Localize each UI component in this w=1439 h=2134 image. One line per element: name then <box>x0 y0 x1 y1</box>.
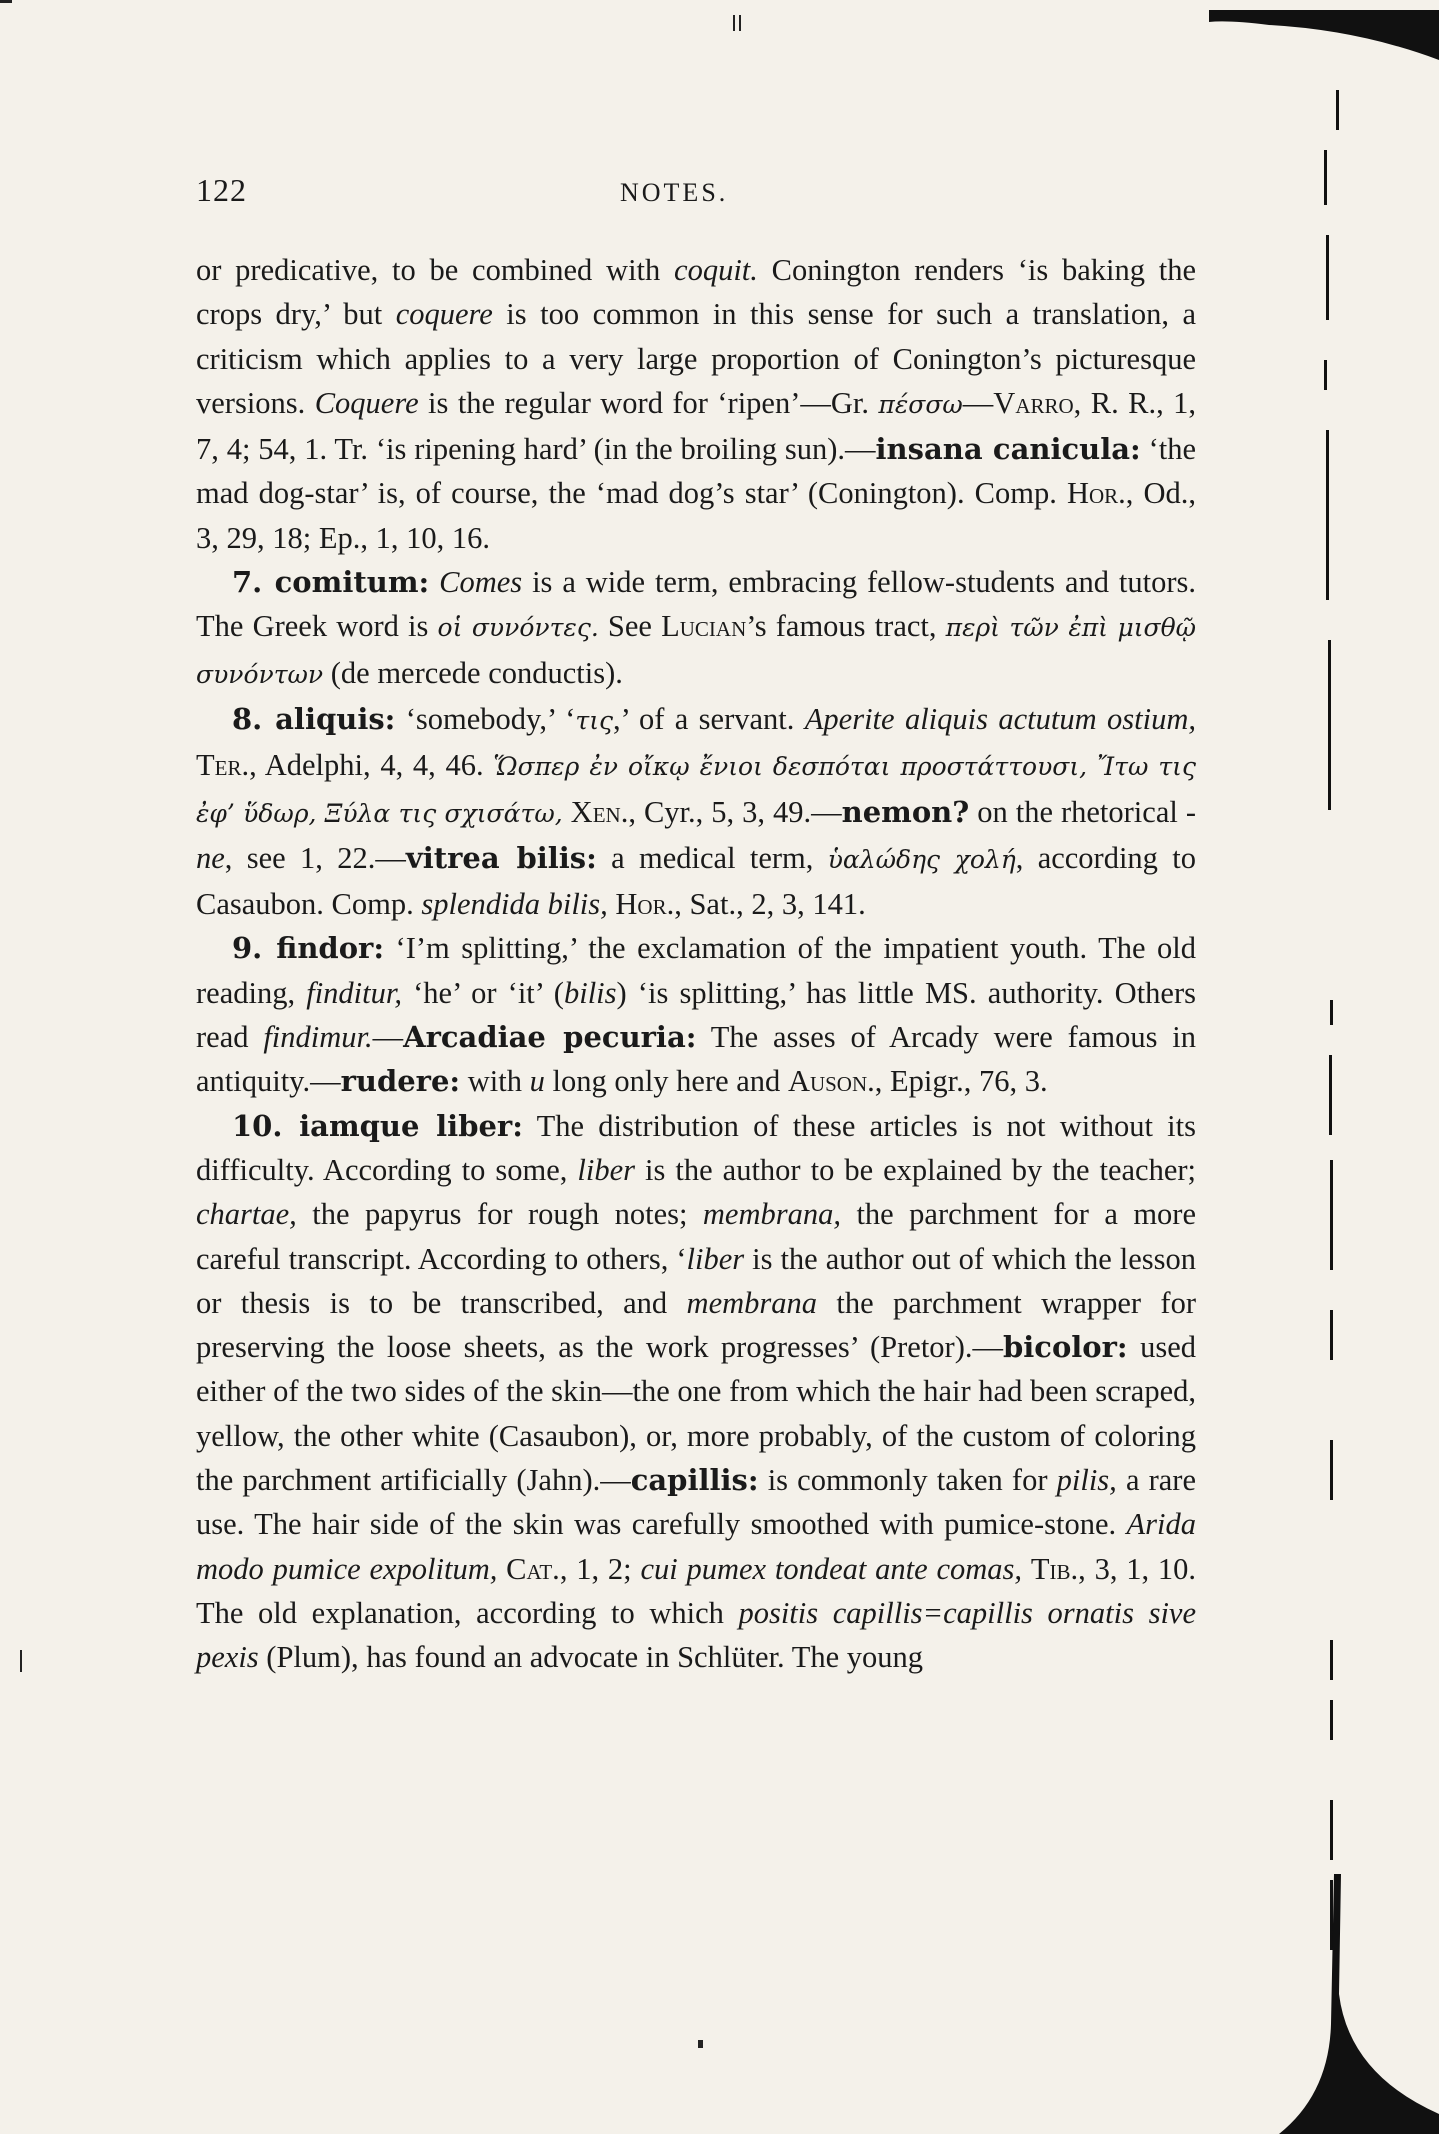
scan-mark <box>733 15 735 31</box>
binding-shadow-top <box>1209 0 1439 90</box>
scan-mark <box>698 2040 703 2048</box>
lemma: 7. comitum: <box>232 565 430 600</box>
paragraph: 7. comitum: Comes is a wide term, embracing fellow-students and tutors. The Greek word is οἱ συνόντες. See Lucian’s famous tract, περὶ τῶν ἐπὶ μισθῷ συνόντων (de mercede conductis). <box>196 565 1197 690</box>
binding-edge <box>1336 90 1339 130</box>
lemma: bicolor: <box>1003 1330 1128 1365</box>
lemma: vitrea bilis: <box>405 840 597 875</box>
lemma: capillis: <box>630 1463 759 1498</box>
lemma: insana canicula: <box>875 432 1141 467</box>
lemma: 10. iamque liber: <box>232 1108 523 1143</box>
page-number: 122 <box>196 172 247 208</box>
lemma: rudere: <box>340 1064 461 1099</box>
binding-edge <box>1324 360 1327 390</box>
notes-text <box>196 248 1196 1680</box>
page-header <box>0 172 1439 222</box>
binding-edge <box>1330 1700 1333 1740</box>
binding-edge <box>1326 235 1329 320</box>
scan-mark <box>739 15 741 31</box>
binding-edge <box>1330 1440 1333 1500</box>
paragraph: 8. aliquis: ‘somebody,’ ‘τις,’ of a servant. Aperite aliquis actutum ostium, Ter., Adelphi, 4, 4, 46. Ὥσπερ ἐν οἴκῳ ἔνιοι δεσπόται προστάττουσι, Ἴτω τις ἐφ’ ὕδωρ, Ξύλα τις σχισάτω, Xen., Cyr., 5, 3, 49.—nemon? on the rhetorical -ne, see 1, 22.—vitrea bilis: a medical term, ὑαλώδης χολή, according to Casaubon. Comp. splendida bilis, Hor., Sat., 2, 3, 141. <box>196 701 1197 922</box>
paragraph: 10. iamque liber: The distribution of these articles is not without its difficulty. According to some, liber is the author to be explained by the teacher; chartae, the papyrus for rough notes; membrana, the parchment for a more careful transcript. According to others, ‘liber is the author out of which the lesson or thesis is to be transcribed, and membrana the parchment wrapper for preserving the loose sheets, as the work progresses’ (Pretor).—bicolor: used either of the two sides of the skin—the one from which the hair had been scraped, yellow, the other white (Casaubon), or, more probably, of the custom of coloring the parchment artificially (Jahn).—capillis: is commonly taken for pilis, a rare use. The hair side of the skin was carefully smoothed with pumice-stone. Arida modo pumice expolitum, Cat., 1, 2; cui pumex tondeat ante comas, Tib., 3, 1, 10. The old explanation, according to which positis capillis=capillis ornatis sive pexis (Plum), has found an advocate in Schlüter. The young <box>196 1108 1197 1675</box>
binding-edge <box>1330 1310 1333 1360</box>
paragraph: 9. findor: ‘I’m splitting,’ the exclamation of the impatient youth. The old reading, finditur, ‘he’ or ‘it’ (bilis) ‘is splitting,’ has little MS. authority. Others read findimur.—Arcadiae pecuria: The asses of Arcady were famous in antiquity.—rudere: with u long only here and Auson., Epigr., 76, 3. <box>196 931 1197 1099</box>
binding-edge <box>1330 1160 1333 1270</box>
scan-mark <box>0 0 12 3</box>
binding-edge <box>1326 430 1329 600</box>
binding-shadow-bottom <box>1239 1874 1439 2134</box>
paragraph: or predicative, to be combined with coquit. Conington renders ‘is baking the crops dry,’ but coquere is too common in this sense for such a translation, a criticism which applies to a very large proportion of Conington’s picturesque versions. Coquere is the regular word for ‘ripen’—Gr. πέσσω—Varro, R. R., 1, 7, 4; 54, 1. Tr. ‘is ripening hard’ (in the broiling sun).—insana canicula: ‘the mad dog-star’ is, of course, the ‘mad dog’s star’ (Conington). Comp. Hor., Od., 3, 29, 18; Ep., 1, 10, 16. <box>196 253 1197 555</box>
running-head: NOTES. <box>620 178 729 207</box>
binding-edge <box>1330 1000 1333 1025</box>
lemma: Arcadiae pecuria: <box>403 1020 697 1055</box>
binding-edge <box>1330 1640 1333 1680</box>
lemma: 9. findor: <box>232 931 385 966</box>
binding-edge <box>1330 1800 1333 1860</box>
lemma: nemon? <box>841 794 970 829</box>
lemma: 8. aliquis: <box>232 701 396 736</box>
scan-mark <box>20 1650 22 1672</box>
binding-edge <box>1329 1055 1332 1135</box>
binding-edge <box>1328 640 1331 810</box>
